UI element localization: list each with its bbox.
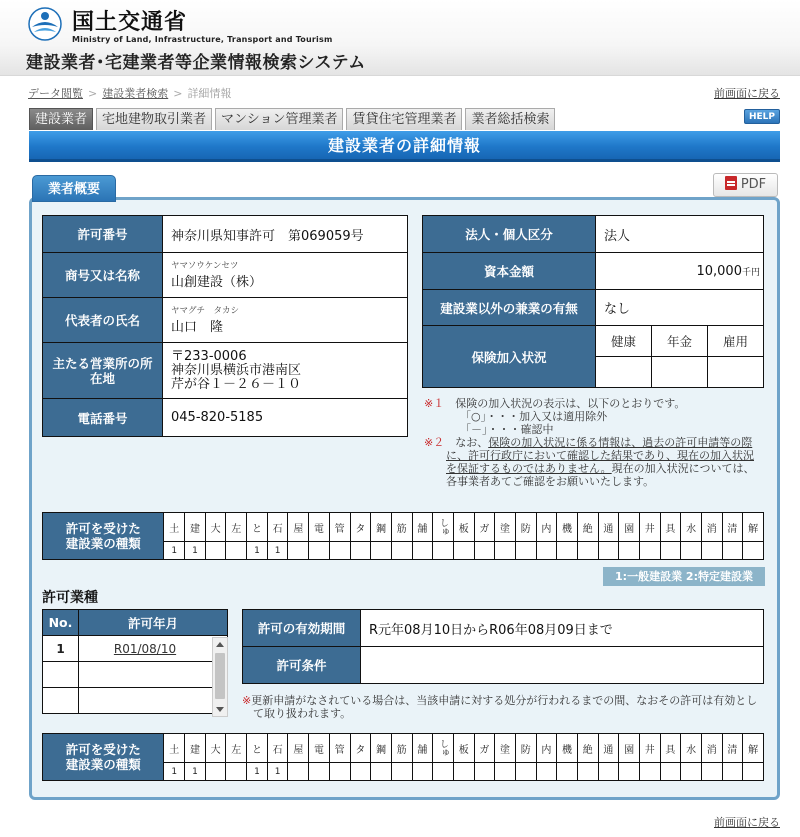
license-type-header: 筋	[391, 513, 412, 542]
table-row	[43, 662, 228, 688]
license-type-header: 建	[185, 513, 206, 542]
license-type-value	[495, 542, 516, 560]
license-type-header: 大	[205, 734, 226, 763]
license-type-value	[577, 763, 598, 781]
pdf-button[interactable]	[713, 173, 778, 197]
license-type-header: 屋	[288, 513, 309, 542]
license-type-value: 1	[247, 542, 268, 560]
breadcrumb-separator: >	[173, 87, 183, 100]
note1-mark: ※１	[424, 397, 445, 410]
site-header	[0, 0, 800, 76]
ins-employment-header: 雇用	[708, 326, 764, 357]
company-name-ruby: ヤマソウケンセツ	[171, 260, 239, 271]
ins-pension-value	[652, 357, 708, 388]
license-type-label-line2: 建設業の種類	[65, 757, 141, 772]
license-type-header: 絶	[577, 734, 598, 763]
license-type-value	[536, 763, 557, 781]
license-type-header: 大	[205, 513, 226, 542]
representative-ruby: ヤマグチ タカシ	[171, 305, 240, 316]
license-type-value	[412, 542, 433, 560]
license-type-value	[639, 542, 660, 560]
license-type-header: 左	[226, 513, 247, 542]
license-type-header: 内	[536, 734, 557, 763]
license-type-value	[453, 763, 474, 781]
ins-pension-header: 年金	[652, 326, 708, 357]
permit-condition-label: 許可条件	[243, 647, 361, 684]
license-type-header: しゅ	[433, 513, 454, 542]
license-type-value	[536, 542, 557, 560]
license-type-value	[391, 542, 412, 560]
renewal-note-text: 更新申請がなされている場合は、当該申請に対する処分が行われるまでの間、なおその許可は有効として取り扱われます。	[251, 694, 758, 720]
license-type-value	[722, 542, 743, 560]
license-type-value	[598, 542, 619, 560]
row-year-cell	[79, 688, 228, 714]
license-type-value	[412, 763, 433, 781]
license-type-header: 具	[660, 734, 681, 763]
license-type-value	[598, 763, 619, 781]
license-type-header: と	[247, 734, 268, 763]
note2-pre: なお、	[455, 436, 489, 449]
license-type-header: 電	[309, 513, 330, 542]
license-type-header: 石	[267, 513, 288, 542]
license-type-value	[681, 763, 702, 781]
note2-mark: ※２	[424, 436, 445, 449]
tab-condo-management[interactable]: マンション管理業者	[215, 108, 343, 130]
row-year-cell	[79, 636, 228, 662]
license-type-header: 水	[681, 513, 702, 542]
license-type-value: 1	[185, 542, 206, 560]
pdf-icon	[725, 176, 737, 190]
ministry-logo-icon	[28, 7, 62, 41]
note2-post: 現在の加入状況については、各事業者あてご確認をお願いいたします。	[446, 462, 755, 488]
category-tabs	[29, 108, 555, 130]
other-business-label: 建設業以外の兼業の有無	[423, 290, 596, 326]
license-type-header: 園	[619, 513, 640, 542]
tab-real-estate[interactable]: 宅地建物取引業者	[96, 108, 212, 130]
license-type-header: 防	[515, 734, 536, 763]
company-name-cell	[163, 253, 408, 298]
capital-cell	[596, 253, 764, 290]
license-type-header: 解	[743, 734, 764, 763]
license-type-header: 具	[660, 513, 681, 542]
breadcrumb-data-view-link[interactable]: データ閲覧	[28, 87, 83, 100]
insurance-label: 保険加入状況	[423, 326, 596, 388]
address-label: 主たる営業所の所在地	[43, 343, 163, 399]
license-type-value: 1	[267, 763, 288, 781]
license-type-header: 板	[453, 513, 474, 542]
license-type-value	[350, 763, 371, 781]
license-type-value	[433, 763, 454, 781]
license-type-header: 井	[639, 734, 660, 763]
license-type-value: 1	[164, 763, 185, 781]
license-type-value	[329, 542, 350, 560]
license-type-value	[577, 542, 598, 560]
license-type-header: 消	[701, 513, 722, 542]
representative-value: 山口 隆	[171, 319, 224, 335]
renewal-note-mark: ※	[242, 694, 252, 707]
help-button[interactable]: HELP	[744, 109, 780, 124]
permit-section-title: 許可業種	[42, 590, 98, 606]
license-type-value	[474, 763, 495, 781]
ins-employment-value	[708, 357, 764, 388]
license-type-value	[226, 542, 247, 560]
note1-item-b: 「－」・・・確認中	[460, 423, 554, 436]
license-type-header: 土	[164, 734, 185, 763]
address-cell	[163, 343, 408, 399]
company-summary-tab[interactable]: 業者概要	[32, 175, 116, 202]
company-name-label: 商号又は名称	[43, 253, 163, 298]
license-type-header: 屋	[288, 734, 309, 763]
company-name-value: 山創建設（株）	[171, 274, 263, 290]
note1-text: 保険の加入状況の表示は、以下のとおりです。	[455, 397, 686, 410]
license-type-header: 消	[701, 734, 722, 763]
corp-type-label: 法人・個人区分	[423, 216, 596, 253]
scroll-down-icon[interactable]	[216, 707, 224, 712]
phone-label: 電話番号	[43, 399, 163, 437]
license-type-header: 鋼	[371, 513, 392, 542]
license-type-value	[681, 542, 702, 560]
license-type-value	[495, 763, 516, 781]
license-type-header: 絶	[577, 513, 598, 542]
license-type-header: 機	[557, 513, 578, 542]
address-line1: 神奈川県横浜市港南区	[171, 362, 302, 378]
permit-year-table	[42, 609, 228, 714]
breadcrumb-separator: >	[88, 87, 98, 100]
back-link-top[interactable]: 前画面に戻る	[714, 87, 780, 100]
license-type-value	[371, 763, 392, 781]
license-type-header: 管	[329, 513, 350, 542]
permit-no-value: 神奈川県知事許可 第069059号	[163, 216, 408, 253]
license-type-header: 解	[743, 513, 764, 542]
no-column-header: No.	[43, 610, 79, 636]
valid-period-label: 許可の有効期間	[243, 610, 361, 647]
capital-value: 10,000	[696, 263, 742, 279]
license-type-header: 筋	[391, 734, 412, 763]
license-type-value	[619, 542, 640, 560]
other-business-value: なし	[596, 290, 764, 326]
ministry-name-en: Ministry of Land, Infrastructure, Transport and Tourism	[72, 35, 333, 44]
license-type-value	[474, 542, 495, 560]
license-type-value	[701, 542, 722, 560]
license-type-value: 1	[185, 763, 206, 781]
back-link-bottom[interactable]: 前画面に戻る	[714, 816, 780, 829]
license-type-value	[371, 542, 392, 560]
license-type-value	[391, 763, 412, 781]
license-type-value	[433, 542, 454, 560]
license-type-grid	[42, 512, 764, 560]
phone-value: 045-820-5185	[163, 399, 408, 437]
license-type-label	[43, 734, 164, 781]
license-type-header: 通	[598, 734, 619, 763]
license-type-header: 建	[185, 734, 206, 763]
license-type-label-line2: 建設業の種類	[65, 536, 141, 551]
company-attributes-table	[422, 215, 764, 388]
license-type-value: 1	[164, 542, 185, 560]
license-type-value	[619, 763, 640, 781]
license-type-value	[329, 763, 350, 781]
license-type-value	[660, 763, 681, 781]
license-type-value	[743, 542, 764, 560]
ins-health-header: 健康	[596, 326, 652, 357]
license-type-value	[515, 763, 536, 781]
scroll-thumb[interactable]	[215, 653, 225, 699]
note1-item-a: 「○」・・・加入又は適用除外	[460, 410, 608, 423]
tab-overall-search[interactable]: 業者総括検索	[465, 108, 555, 130]
license-type-header: しゅ	[433, 734, 454, 763]
company-info-table	[42, 215, 408, 437]
license-type-header: 左	[226, 734, 247, 763]
license-type-header: 板	[453, 734, 474, 763]
license-type-value	[453, 542, 474, 560]
year-column-header: 許可年月	[79, 610, 228, 636]
license-type-header: 水	[681, 734, 702, 763]
license-type-value	[722, 763, 743, 781]
note2-underlined: 保険の加入状況に係る情報は、過去の許可申請等の際に、許可行政庁において確認した結果であり、現在の加入状況を保証するものではありません。	[446, 436, 754, 475]
license-type-value	[288, 763, 309, 781]
license-type-value	[205, 763, 226, 781]
license-type-header: 井	[639, 513, 660, 542]
license-type-label-line1: 許可を受けた	[65, 521, 141, 536]
capital-label: 資本金額	[423, 253, 596, 290]
pdf-label: PDF	[740, 177, 767, 192]
license-legend: 1:一般建設業 2:特定建設業	[603, 567, 765, 586]
insurance-notes	[424, 397, 764, 488]
breadcrumb-contractor-search-link[interactable]: 建設業者検索	[102, 87, 169, 100]
row-no	[43, 662, 79, 688]
table-row	[43, 688, 228, 714]
table-row	[43, 636, 228, 662]
license-type-label-line1: 許可を受けた	[65, 742, 141, 757]
license-type-header: 舗	[412, 734, 433, 763]
row-year-cell	[79, 662, 228, 688]
license-type-grid-2	[42, 733, 764, 781]
license-type-value	[557, 763, 578, 781]
address-line2: 芹が谷１－２６－１０	[171, 376, 302, 392]
license-type-header: と	[247, 513, 268, 542]
valid-period-value: R元年08月10日からR06年08月09日まで	[361, 610, 764, 647]
license-type-header: 鋼	[371, 734, 392, 763]
license-type-value	[226, 763, 247, 781]
tab-construction[interactable]: 建設業者	[29, 108, 93, 130]
row-no	[43, 688, 79, 714]
representative-cell	[163, 298, 408, 343]
license-type-value	[660, 542, 681, 560]
scroll-up-icon[interactable]	[216, 642, 224, 647]
representative-label: 代表者の氏名	[43, 298, 163, 343]
license-type-value	[557, 542, 578, 560]
page-title: 建設業者の詳細情報	[29, 131, 780, 162]
license-type-header: 清	[722, 734, 743, 763]
permit-year-link[interactable]: R01/08/10	[113, 641, 177, 656]
license-type-header: 土	[164, 513, 185, 542]
license-type-value	[701, 763, 722, 781]
year-table-scrollbar[interactable]	[212, 637, 228, 717]
address-zip: 〒233-0006	[171, 348, 247, 364]
permit-condition-value	[361, 647, 764, 684]
license-type-header: タ	[350, 734, 371, 763]
license-type-header: 塗	[495, 513, 516, 542]
license-type-label	[43, 513, 164, 560]
license-type-header: 防	[515, 513, 536, 542]
license-type-header: タ	[350, 513, 371, 542]
license-type-header: 管	[329, 734, 350, 763]
ins-health-value	[596, 357, 652, 388]
ministry-name: 国土交通省	[72, 10, 188, 35]
permit-no-label: 許可番号	[43, 216, 163, 253]
license-type-value	[515, 542, 536, 560]
breadcrumb	[28, 85, 231, 101]
tab-rental-housing[interactable]: 賃貸住宅管理業者	[346, 108, 462, 130]
license-type-header: 園	[619, 734, 640, 763]
license-type-header: 舗	[412, 513, 433, 542]
license-type-header: 通	[598, 513, 619, 542]
license-type-value: 1	[267, 542, 288, 560]
license-type-header: 内	[536, 513, 557, 542]
license-type-header: 石	[267, 734, 288, 763]
license-type-value	[639, 763, 660, 781]
corp-type-value: 法人	[596, 216, 764, 253]
license-type-header: 塗	[495, 734, 516, 763]
license-type-value	[205, 542, 226, 560]
permit-period-table	[242, 609, 764, 684]
license-type-value	[309, 542, 330, 560]
license-type-value	[743, 763, 764, 781]
renewal-note	[242, 694, 764, 720]
license-type-value: 1	[247, 763, 268, 781]
license-type-header: ガ	[474, 513, 495, 542]
system-title: 建設業者･宅建業者等企業情報検索システム	[26, 53, 366, 73]
license-type-header: ガ	[474, 734, 495, 763]
license-type-value	[288, 542, 309, 560]
license-type-header: 機	[557, 734, 578, 763]
breadcrumb-current: 詳細情報	[187, 87, 232, 100]
row-no: 1	[43, 636, 79, 662]
license-type-value	[309, 763, 330, 781]
capital-unit: 千円	[741, 267, 760, 278]
license-type-header: 電	[309, 734, 330, 763]
license-type-value	[350, 542, 371, 560]
license-type-header: 清	[722, 513, 743, 542]
